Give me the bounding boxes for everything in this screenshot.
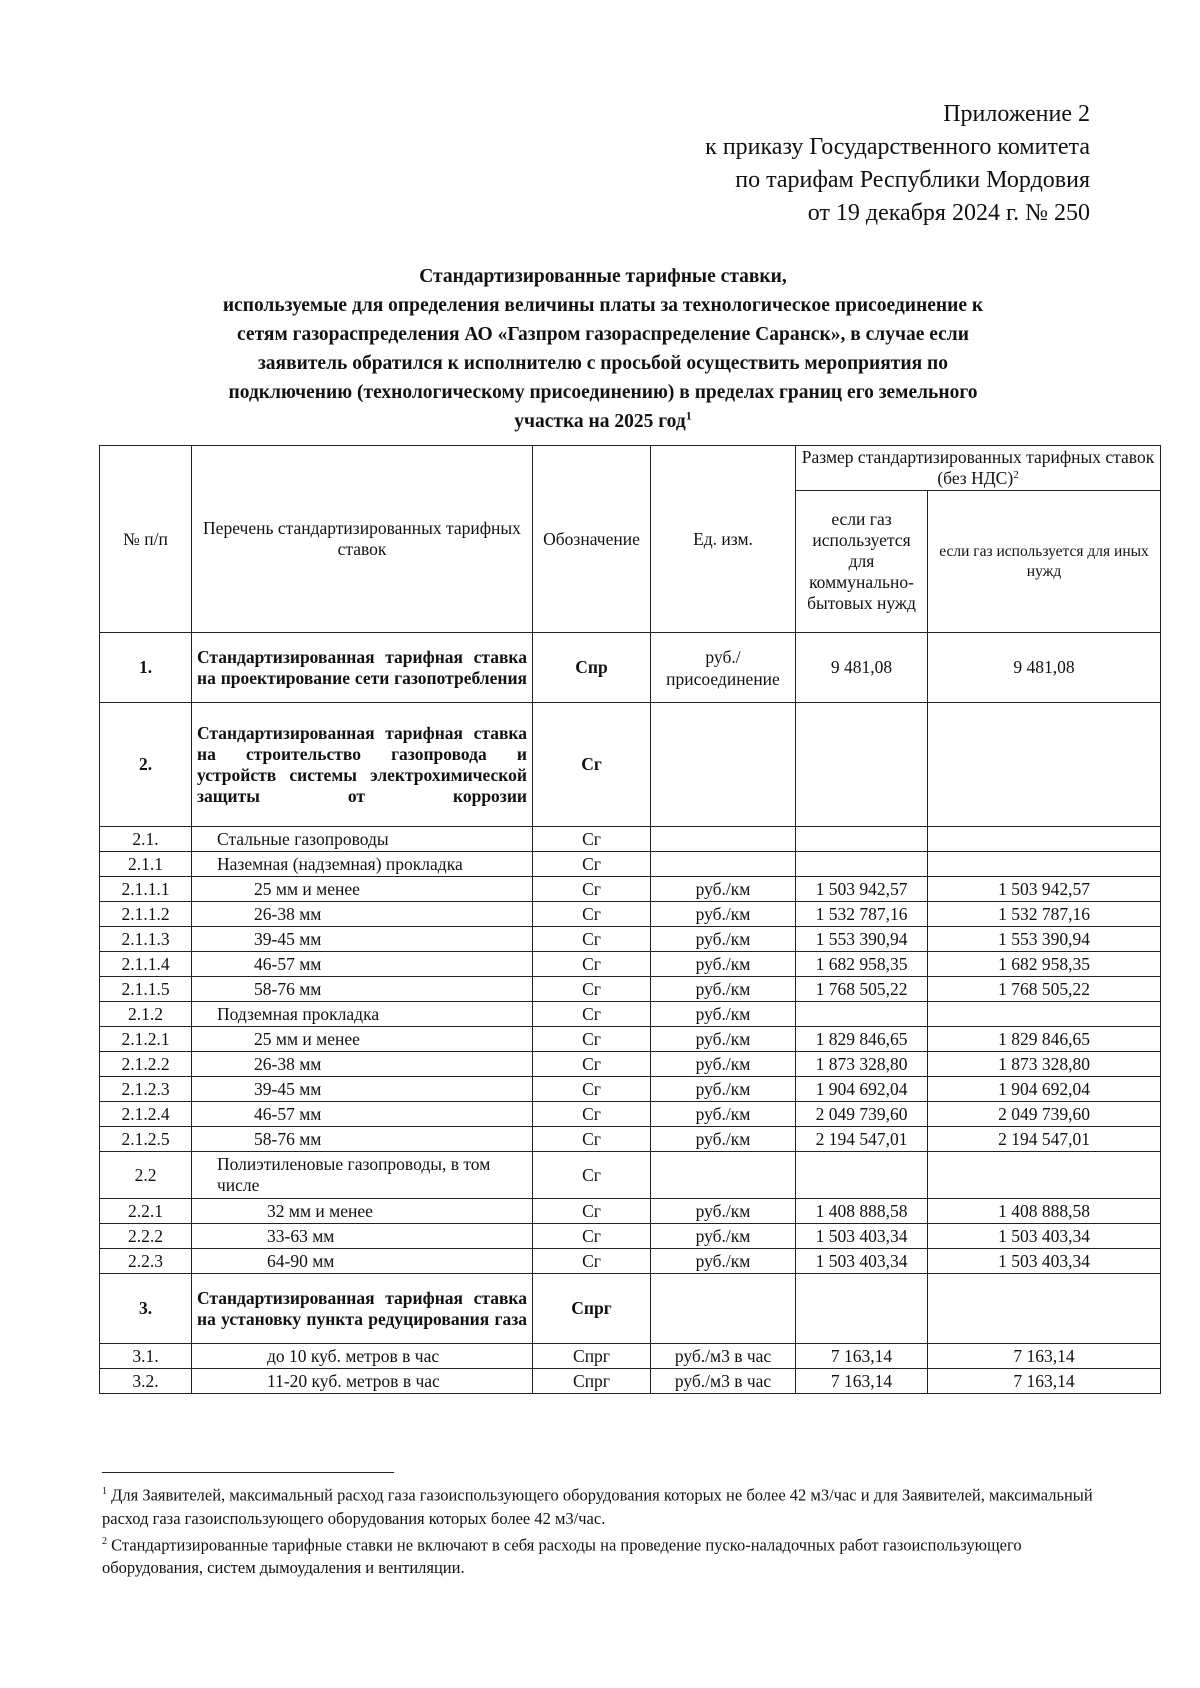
row-name: Полиэтиленовые газопроводы, в том числе — [192, 1152, 533, 1199]
row-unit: руб./км — [651, 1249, 796, 1274]
row-value-household — [796, 1152, 928, 1199]
appendix-header — [490, 98, 1090, 230]
table-row — [100, 1249, 1161, 1274]
row-unit: руб./км — [651, 1199, 796, 1224]
row-name: 25 мм и менее — [192, 877, 533, 902]
title-footnote-mark: 1 — [685, 408, 692, 423]
row-code: Cг — [533, 902, 651, 927]
row-number: 2.1.1.4 — [100, 952, 192, 977]
row-code: Cг — [533, 1249, 651, 1274]
row-value-other — [928, 1152, 1161, 1199]
row-value-other: 7 163,14 — [928, 1344, 1161, 1369]
row-value-household: 2 194 547,01 — [796, 1127, 928, 1152]
footnotes — [102, 1480, 1102, 1579]
row-number: 2. — [100, 703, 192, 827]
header-household: если газ используется для коммунально-бытовых нужд — [796, 491, 928, 633]
header-line: к приказу Государственного комитета — [705, 134, 1090, 160]
row-number: 2.1.2.3 — [100, 1077, 192, 1102]
row-value-other — [928, 1002, 1161, 1027]
row-value-household: 1 532 787,16 — [796, 902, 928, 927]
row-value-other: 2 049 739,60 — [928, 1102, 1161, 1127]
row-code: Cг — [533, 977, 651, 1002]
row-name: 39-45 мм — [192, 927, 533, 952]
row-unit: руб./км — [651, 902, 796, 927]
row-unit — [651, 1274, 796, 1344]
document-title — [108, 262, 1098, 436]
row-unit: руб./км — [651, 1077, 796, 1102]
row-value-other: 1 904 692,04 — [928, 1077, 1161, 1102]
title-line: подключению (технологическому присоединению) в пределах границ его земельного — [228, 382, 978, 403]
tariff-table — [99, 445, 1161, 1394]
table-row — [100, 1274, 1161, 1344]
row-number: 2.1. — [100, 827, 192, 852]
row-unit: руб./км — [651, 877, 796, 902]
row-number: 2.1.2 — [100, 1002, 192, 1027]
table-row — [100, 633, 1161, 703]
row-number: 2.2.1 — [100, 1199, 192, 1224]
table-row — [100, 1127, 1161, 1152]
title-line: Стандартизированные тарифные ставки, — [419, 266, 787, 287]
row-code: Cг — [533, 1002, 651, 1027]
row-unit: руб./км — [651, 1102, 796, 1127]
row-code: Cг — [533, 952, 651, 977]
table-row — [100, 977, 1161, 1002]
row-value-household: 1 503 403,34 — [796, 1249, 928, 1274]
row-number: 3.2. — [100, 1369, 192, 1394]
row-name: 58-76 мм — [192, 1127, 533, 1152]
row-name: Стальные газопроводы — [192, 827, 533, 852]
table-row — [100, 1102, 1161, 1127]
row-unit: руб./км — [651, 1027, 796, 1052]
footnote-2 — [102, 1530, 1102, 1580]
row-value-other: 2 194 547,01 — [928, 1127, 1161, 1152]
row-number: 2.1.1.5 — [100, 977, 192, 1002]
table-row — [100, 1344, 1161, 1369]
row-value-other — [928, 827, 1161, 852]
header-line: от 19 декабря 2024 г. № 250 — [807, 200, 1090, 226]
row-value-household: 1 682 958,35 — [796, 952, 928, 977]
row-number: 2.2 — [100, 1152, 192, 1199]
row-number: 3. — [100, 1274, 192, 1344]
row-code: Cг — [533, 827, 651, 852]
row-unit: руб./км — [651, 977, 796, 1002]
row-value-household: 1 553 390,94 — [796, 927, 928, 952]
row-unit — [651, 703, 796, 827]
table-row — [100, 1199, 1161, 1224]
table-row — [100, 852, 1161, 877]
header-code: Обозначение — [533, 446, 651, 633]
table-row — [100, 827, 1161, 852]
row-name: 33-63 мм — [192, 1224, 533, 1249]
row-value-household: 1 503 403,34 — [796, 1224, 928, 1249]
row-code: Cг — [533, 1127, 651, 1152]
row-unit: руб./м3 в час — [651, 1344, 796, 1369]
row-code: Cг — [533, 877, 651, 902]
table-row — [100, 1369, 1161, 1394]
row-unit: руб./км — [651, 1224, 796, 1249]
row-code: Cг — [533, 1027, 651, 1052]
row-name: Наземная (надземная) прокладка — [192, 852, 533, 877]
table-row — [100, 1002, 1161, 1027]
row-name: 25 мм и менее — [192, 1027, 533, 1052]
row-value-household: 1 873 328,80 — [796, 1052, 928, 1077]
table-row — [100, 1152, 1161, 1199]
table-row — [100, 1077, 1161, 1102]
row-code: Cпрг — [533, 1344, 651, 1369]
footnote-divider — [102, 1472, 394, 1473]
row-value-other: 1 768 505,22 — [928, 977, 1161, 1002]
row-value-other: 7 163,14 — [928, 1369, 1161, 1394]
row-name: 32 мм и менее — [192, 1199, 533, 1224]
row-value-other: 1 682 958,35 — [928, 952, 1161, 977]
row-name: 26-38 мм — [192, 1052, 533, 1077]
row-value-other: 9 481,08 — [928, 633, 1161, 703]
header-line: по тарифам Республики Мордовия — [735, 167, 1090, 193]
table-row — [100, 877, 1161, 902]
row-unit — [651, 827, 796, 852]
row-value-household: 1 408 888,58 — [796, 1199, 928, 1224]
row-name: 46-57 мм — [192, 1102, 533, 1127]
footnote-text: Стандартизированные тарифные ставки не включают в себя расходы на проведение пуско-наладочных работ газоиспользующего оборудования, систем дымоудаления и вентиляции. — [102, 1535, 1022, 1577]
title-line: участка на 2025 год — [514, 411, 686, 432]
row-value-household: 7 163,14 — [796, 1369, 928, 1394]
title-line: сетям газораспределения АО «Газпром газораспределение Саранск», в случае если — [237, 324, 969, 345]
row-value-household: 1 503 942,57 — [796, 877, 928, 902]
header-other: если газ используется для иных нужд — [928, 491, 1161, 633]
row-name: 26-38 мм — [192, 902, 533, 927]
row-value-household — [796, 1274, 928, 1344]
header-size — [796, 446, 1161, 491]
row-name: 39-45 мм — [192, 1077, 533, 1102]
row-name: до 10 куб. метров в час — [192, 1344, 533, 1369]
row-value-other: 1 408 888,58 — [928, 1199, 1161, 1224]
row-code: Cг — [533, 1052, 651, 1077]
footnote-1 — [102, 1480, 1102, 1530]
row-value-other: 1 503 942,57 — [928, 877, 1161, 902]
row-name: 64-90 мм — [192, 1249, 533, 1274]
table-row — [100, 952, 1161, 977]
row-value-other: 1 873 328,80 — [928, 1052, 1161, 1077]
row-code: Cг — [533, 1224, 651, 1249]
title-line: используемые для определения величины платы за технологическое присоединение к — [222, 295, 984, 316]
row-number: 2.1.1.1 — [100, 877, 192, 902]
row-value-household — [796, 827, 928, 852]
row-value-other: 1 829 846,65 — [928, 1027, 1161, 1052]
row-value-household: 2 049 739,60 — [796, 1102, 928, 1127]
row-name: Подземная прокладка — [192, 1002, 533, 1027]
title-line-last — [108, 407, 1098, 436]
row-value-household: 7 163,14 — [796, 1344, 928, 1369]
row-number: 3.1. — [100, 1344, 192, 1369]
table-row — [100, 1052, 1161, 1077]
row-value-other — [928, 703, 1161, 827]
row-name: Стандартизированная тарифная ставка на установку пункта редуцирования газа — [192, 1274, 533, 1344]
row-code: Cг — [533, 1152, 651, 1199]
header-size-mark: 2 — [1013, 469, 1019, 481]
row-code: Cпрг — [533, 1369, 651, 1394]
row-value-other: 1 553 390,94 — [928, 927, 1161, 952]
header-unit: Ед. изм. — [651, 446, 796, 633]
header-num: № п/п — [100, 446, 192, 633]
title-line: заявитель обратился к исполнителю с просьбой осуществить мероприятия по — [257, 353, 949, 374]
row-value-household: 1 768 505,22 — [796, 977, 928, 1002]
row-value-other — [928, 1274, 1161, 1344]
row-number: 2.2.2 — [100, 1224, 192, 1249]
row-value-other — [928, 852, 1161, 877]
row-unit: руб./м3 в час — [651, 1369, 796, 1394]
row-unit: руб./км — [651, 927, 796, 952]
row-code: Cг — [533, 927, 651, 952]
header-name: Перечень стандартизированных тарифных ставок — [192, 446, 533, 633]
row-code: Cг — [533, 1199, 651, 1224]
row-name: 11-20 куб. метров в час — [192, 1369, 533, 1394]
row-value-household — [796, 1002, 928, 1027]
row-number: 2.1.2.4 — [100, 1102, 192, 1127]
row-number: 1. — [100, 633, 192, 703]
footnote-mark: 1 — [102, 1486, 107, 1497]
row-code: Cг — [533, 703, 651, 827]
row-value-other: 1 503 403,34 — [928, 1224, 1161, 1249]
footnote-mark: 2 — [102, 1535, 107, 1547]
row-number: 2.1.1.3 — [100, 927, 192, 952]
row-code: Cг — [533, 1102, 651, 1127]
row-unit: руб./км — [651, 1002, 796, 1027]
row-name: Стандартизированная тарифная ставка на строительство газопровода и устройств системы электрохимической защиты от коррозии — [192, 703, 533, 827]
row-name: 46-57 мм — [192, 952, 533, 977]
row-value-household — [796, 703, 928, 827]
table-row — [100, 703, 1161, 827]
row-code: Cг — [533, 852, 651, 877]
row-code: Cпр — [533, 633, 651, 703]
table-row — [100, 1027, 1161, 1052]
row-code: Cпрг — [533, 1274, 651, 1344]
row-value-household: 1 904 692,04 — [796, 1077, 928, 1102]
row-name: Стандартизированная тарифная ставка на проектирование сети газопотребления — [192, 633, 533, 703]
header-line: Приложение 2 — [943, 101, 1090, 127]
row-number: 2.1.1 — [100, 852, 192, 877]
row-code: Cг — [533, 1077, 651, 1102]
row-unit: руб./км — [651, 952, 796, 977]
row-unit — [651, 852, 796, 877]
table-row — [100, 902, 1161, 927]
row-name: 58-76 мм — [192, 977, 533, 1002]
header-size-text: Размер стандартизированных тарифных ставок (без НДС) — [801, 447, 1155, 488]
row-number: 2.2.3 — [100, 1249, 192, 1274]
row-unit: руб./км — [651, 1127, 796, 1152]
row-number: 2.1.2.2 — [100, 1052, 192, 1077]
row-number: 2.1.2.5 — [100, 1127, 192, 1152]
row-number: 2.1.2.1 — [100, 1027, 192, 1052]
table-row — [100, 1224, 1161, 1249]
row-unit — [651, 1152, 796, 1199]
row-value-household: 9 481,08 — [796, 633, 928, 703]
row-number: 2.1.1.2 — [100, 902, 192, 927]
row-value-other: 1 532 787,16 — [928, 902, 1161, 927]
footnote-text: Для Заявителей, максимальный расход газа газоиспользующего оборудования которых не более 42 м3/час и для Заявителей, максимальный расход газа газоиспользующего оборудования которых более 42 м3/час. — [102, 1485, 1093, 1528]
row-unit: руб./км — [651, 1052, 796, 1077]
row-unit: руб./присоединение — [651, 633, 796, 703]
row-value-household — [796, 852, 928, 877]
row-value-other: 1 503 403,34 — [928, 1249, 1161, 1274]
table-row — [100, 927, 1161, 952]
row-value-household: 1 829 846,65 — [796, 1027, 928, 1052]
